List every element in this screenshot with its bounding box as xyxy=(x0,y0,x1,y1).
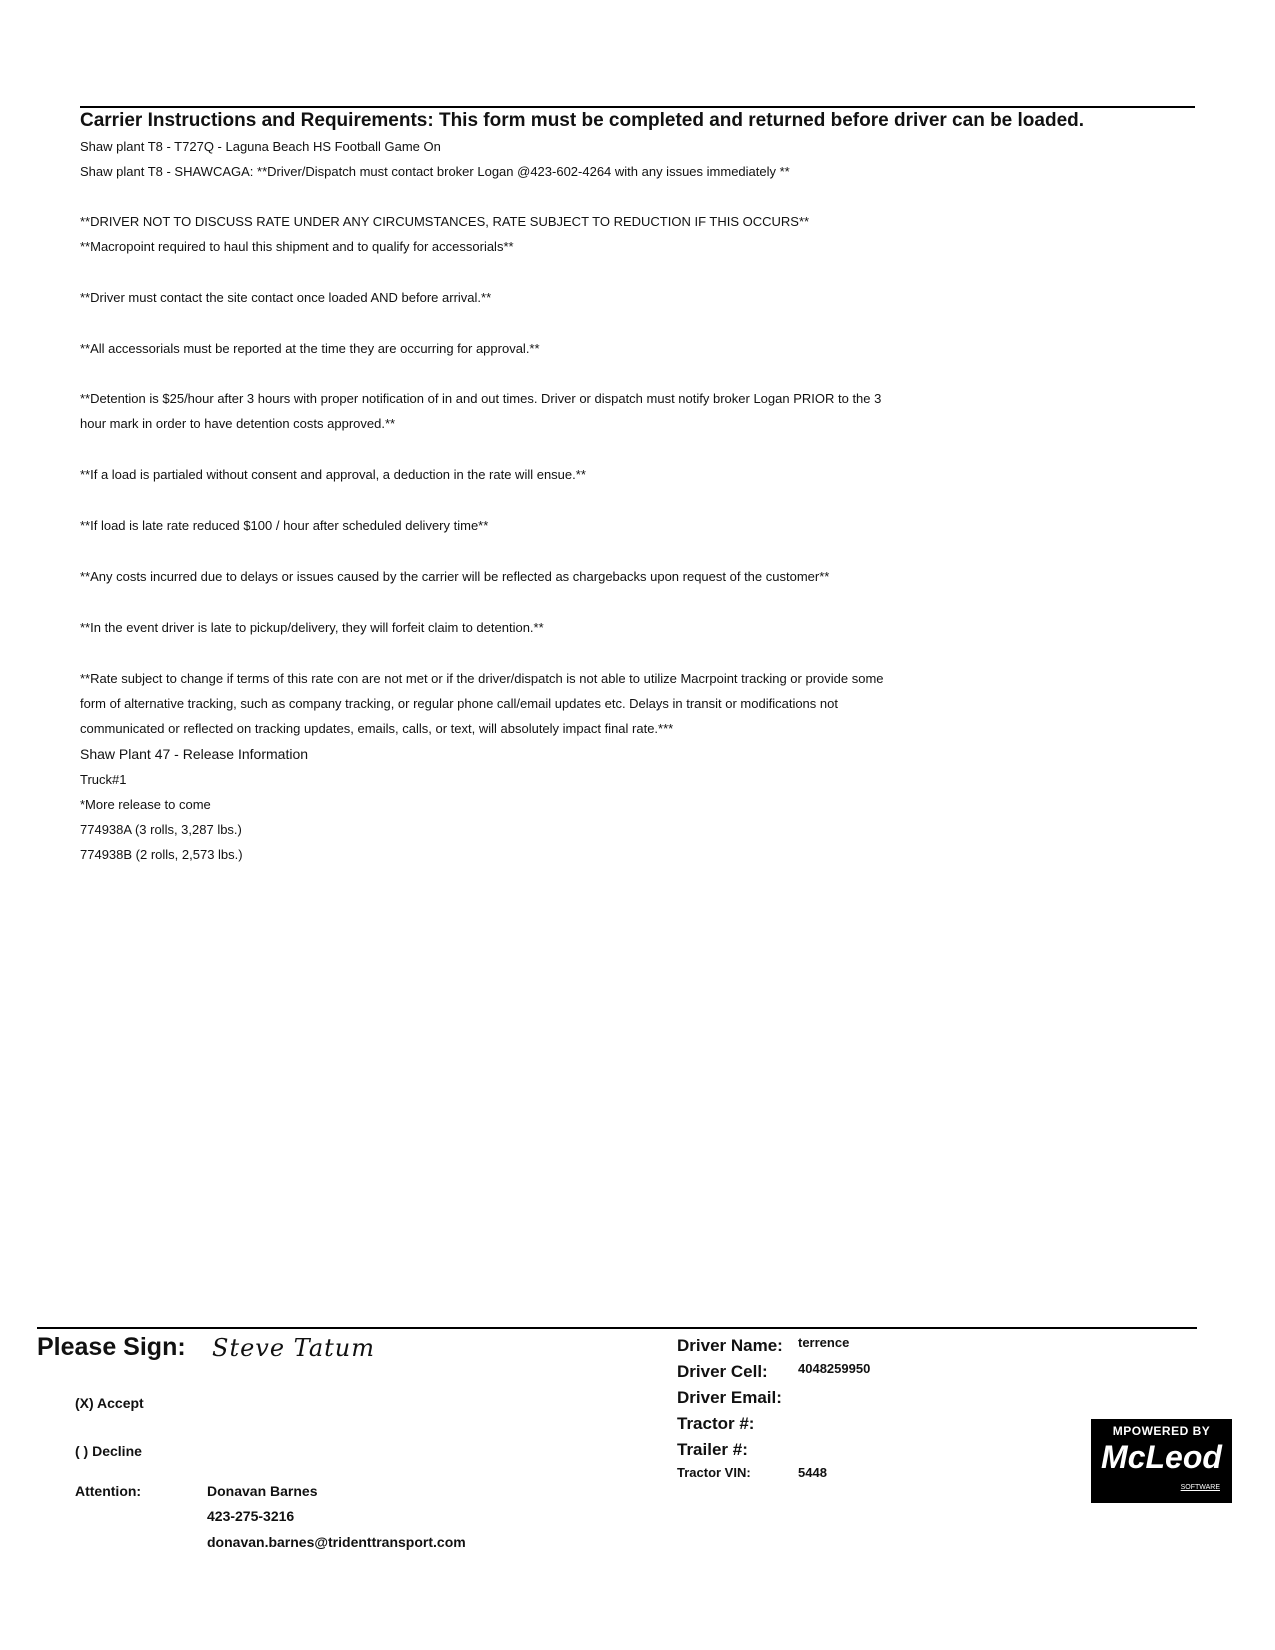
instruction-line-3: **DRIVER NOT TO DISCUSS RATE UNDER ANY CIRCUMSTANCES, RATE SUBJECT TO REDUCTION IF THIS OCCURS** xyxy=(80,214,810,229)
mcleod-logo xyxy=(1091,1419,1232,1503)
driver-cell-value[interactable]: 4048259950 xyxy=(798,1361,871,1376)
instruction-line-11: **Any costs incurred due to delays or issues caused by the carrier will be reflected as chargebacks upon request of the customer** xyxy=(80,569,830,584)
attention-email: donavan.barnes@tridenttransport.com xyxy=(207,1534,466,1550)
logo-tagline: MPOWERED BY xyxy=(1112,1424,1211,1438)
instruction-line-13: **Rate subject to change if terms of this rate con are not met or if the driver/dispatch is not able to utilize Macrpoint tracking or provide some xyxy=(80,671,884,686)
attention-label: Attention: xyxy=(75,1483,142,1499)
accept-option[interactable]: (X) Accept xyxy=(75,1395,144,1411)
instruction-line-8: hour mark in order to have detention costs approved.** xyxy=(80,416,396,431)
decline-option[interactable]: ( ) Decline xyxy=(75,1443,142,1459)
instruction-line-4: **Macropoint required to haul this shipment and to qualify for accessorials** xyxy=(80,239,514,254)
release-note: *More release to come xyxy=(80,797,211,812)
form-heading: Carrier Instructions and Requirements: This form must be completed and returned before driver can be loaded. xyxy=(80,106,1195,132)
signature[interactable]: Steve Tatum xyxy=(212,1334,375,1362)
release-info-title: Shaw Plant 47 - Release Information xyxy=(80,746,309,762)
logo-brand: McLeod xyxy=(1101,1439,1222,1475)
tractor-number-label: Tractor #: xyxy=(677,1414,755,1433)
instruction-line-9: **If a load is partialed without consent and approval, a deduction in the rate will ensue.** xyxy=(80,467,586,482)
tractor-vin-value[interactable]: 5448 xyxy=(798,1465,827,1480)
instruction-line-12: **In the event driver is late to pickup/delivery, they will forfeit claim to detention.** xyxy=(80,620,544,635)
logo-sub: SOFTWARE xyxy=(1180,1484,1220,1491)
instruction-line-6: **All accessorials must be reported at the time they are occurring for approval.** xyxy=(80,341,540,356)
tractor-vin-label: Tractor VIN: xyxy=(677,1465,751,1480)
driver-cell-label: Driver Cell: xyxy=(677,1362,768,1381)
instruction-line-5: **Driver must contact the site contact once loaded AND before arrival.** xyxy=(80,290,492,305)
attention-phone: 423-275-3216 xyxy=(207,1508,295,1524)
instruction-line-1: Shaw plant T8 - T727Q - Laguna Beach HS Football Game On xyxy=(80,139,441,154)
instruction-line-7: **Detention is $25/hour after 3 hours with proper notification of in and out times. Driver or dispatch must notify broker Logan PRIOR to the 3 xyxy=(80,391,882,406)
driver-name-value[interactable]: terrence xyxy=(798,1335,850,1350)
please-sign-label: Please Sign: xyxy=(37,1333,186,1361)
signature-divider xyxy=(37,1327,1197,1329)
instruction-line-15: communicated or reflected on tracking updates, emails, calls, or text, will absolutely impact final rate.*** xyxy=(80,721,674,736)
truck-number: Truck#1 xyxy=(80,772,127,787)
release-item-a: 774938A (3 rolls, 3,287 lbs.) xyxy=(80,822,242,837)
trailer-number-label: Trailer #: xyxy=(677,1440,748,1459)
release-item-b: 774938B (2 rolls, 2,573 lbs.) xyxy=(80,847,243,862)
instruction-line-2: Shaw plant T8 - SHAWCAGA: **Driver/Dispatch must contact broker Logan @423-602-4264 with any issues immediately ** xyxy=(80,164,790,179)
driver-email-label: Driver Email: xyxy=(677,1388,782,1407)
instruction-line-10: **If load is late rate reduced $100 / hour after scheduled delivery time** xyxy=(80,518,489,533)
attention-name: Donavan Barnes xyxy=(207,1483,318,1499)
driver-name-label: Driver Name: xyxy=(677,1336,783,1355)
instruction-line-14: form of alternative tracking, such as company tracking, or regular phone call/email updates etc. Delays in transit or modifications not xyxy=(80,696,838,711)
